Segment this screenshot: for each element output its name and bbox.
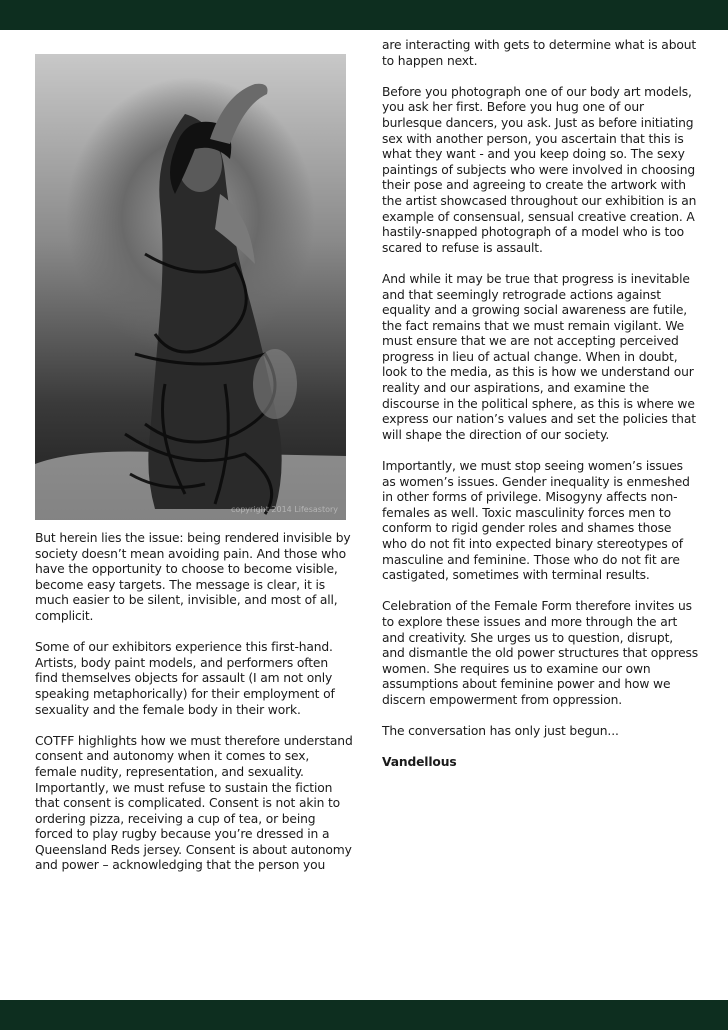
left-column [35,531,353,890]
top-band [0,0,728,30]
paragraph: COTFF highlights how we must therefore understand consent and autonomy when it comes to sex, female nudity, representation, and sexuality. Importantly, we must refuse to sustain the fiction that consent is complicated. Consent is not akin to ordering pizza, receiving a cup of tea, or being forced to play rugby because you’re dressed in a Queensland Reds jersey. Consent is about autonomy and power – acknowledging that the person you [35,733,353,873]
paragraph: Before you photograph one of our body art models, you ask her first. Before you hug one of our burlesque dancers, you ask. Just as before initiating sex with another person, you ascertain that this is what they want - and you keep doing so. The sexy paintings of subjects who were involved in choosing their pose and agreeing to create the artwork with the artist showcased throughout our exhibition is an example of consensual, sensual creative creation. A hastily-snapped photograph of a model who is too scared to refuse is assault. [382,84,697,255]
paragraph: Some of our exhibitors experience this first-hand. Artists, body paint models, and performers often find themselves objects for assault (I am not only speaking metaphorically) for their employment of sexuality and the female body in their work. [35,640,335,717]
paragraph: are interacting with gets to determine what is about to happen next. [382,38,697,68]
photo-illustration [35,54,346,520]
photo-watermark: copyright 2014 Lifesastory [230,505,338,514]
paragraph: And while it may be true that progress is inevitable and that seemingly retrograde actions against equality and a growing social awareness are futile, the fact remains that we must remain vigilant. We must ensure that we are not accepting perceived progress in lieu of actual change. When in doubt, look to the media, as this is how we understand our reality and our aspirations, and examine the discourse in the political sphere, as this is where we express our nation’s values and set the policies that will shape the direction of our society. [382,271,696,442]
author-signature: Vandellous [382,755,457,770]
paragraph: But herein lies the issue: being rendered invisible by society doesn’t mean avoiding pain. And those who have the opportunity to choose to become visible, become easy targets. The message is clear, it is much easier to be silent, invisible, and most of all, complicit. [35,531,351,623]
paragraph: Celebration of the Female Form therefore invites us to explore these issues and more through the art and creativity. She urges us to question, disrupt, and dismantle the old power structures that oppress women. She requires us to examine our own assumptions about feminine power and how we discern empowerment from oppression. [382,599,699,707]
paragraph: Importantly, we must stop seeing women’s issues as women’s issues. Gender inequality is enmeshed in other forms of privilege. Misogyny affects non-females as well. Toxic masculinity forces men to conform to rigid gender roles and shames those who do not fit into expected binary stereotypes of masculine and feminine. Those who do not fit are castigated, sometimes with terminal results. [382,459,690,583]
bottom-band [0,1000,728,1030]
artwork-photo [35,54,346,520]
right-column [382,38,698,787]
paragraph: The conversation has only just begun... [382,724,619,739]
